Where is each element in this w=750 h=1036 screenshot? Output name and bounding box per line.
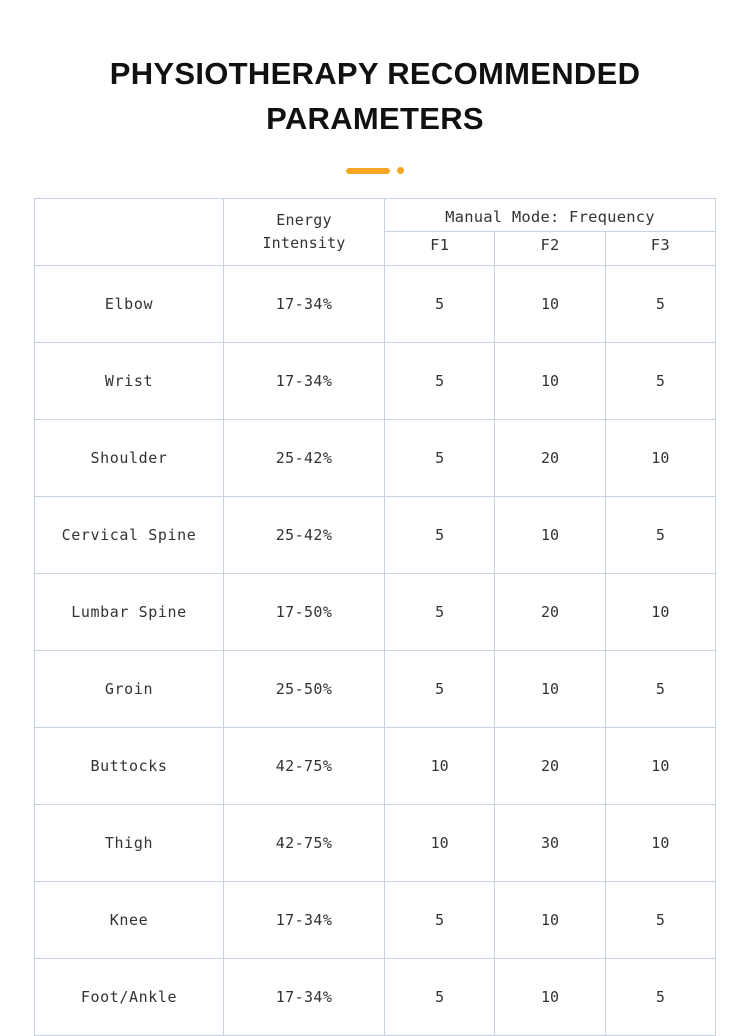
cell-energy: 17-34% bbox=[224, 266, 385, 343]
cell-region: Shoulder bbox=[35, 420, 224, 497]
cell-f1: 10 bbox=[385, 805, 495, 882]
cell-f1: 5 bbox=[385, 497, 495, 574]
divider-dot-icon bbox=[397, 167, 404, 174]
cell-f3: 5 bbox=[605, 959, 715, 1036]
column-header-energy-intensity bbox=[224, 198, 385, 266]
table-row bbox=[35, 266, 716, 343]
cell-f3: 5 bbox=[605, 497, 715, 574]
cell-f2: 30 bbox=[495, 805, 605, 882]
table-row bbox=[35, 343, 716, 420]
cell-region: Thigh bbox=[35, 805, 224, 882]
table-body bbox=[35, 266, 716, 1036]
cell-region: Knee bbox=[35, 882, 224, 959]
cell-region: Wrist bbox=[35, 343, 224, 420]
divider-bar-icon bbox=[346, 168, 390, 174]
energy-intensity-line-2: Intensity bbox=[262, 234, 346, 253]
energy-intensity-line-1: Energy bbox=[276, 210, 332, 229]
cell-energy: 25-42% bbox=[224, 497, 385, 574]
cell-energy: 25-42% bbox=[224, 420, 385, 497]
cell-f3: 10 bbox=[605, 728, 715, 805]
table-row bbox=[35, 574, 716, 651]
cell-f1: 5 bbox=[385, 343, 495, 420]
cell-f3: 10 bbox=[605, 805, 715, 882]
cell-f1: 5 bbox=[385, 882, 495, 959]
cell-energy: 17-34% bbox=[224, 882, 385, 959]
parameters-table bbox=[34, 198, 716, 1036]
table-header bbox=[35, 198, 716, 266]
cell-f1: 5 bbox=[385, 420, 495, 497]
cell-f2: 20 bbox=[495, 420, 605, 497]
cell-f1: 5 bbox=[385, 266, 495, 343]
cell-f1: 10 bbox=[385, 728, 495, 805]
title-divider bbox=[0, 164, 750, 178]
cell-region: Elbow bbox=[35, 266, 224, 343]
cell-f2: 20 bbox=[495, 574, 605, 651]
table-row bbox=[35, 805, 716, 882]
cell-energy: 17-50% bbox=[224, 574, 385, 651]
cell-f3: 10 bbox=[605, 420, 715, 497]
column-header-f3: F3 bbox=[605, 231, 715, 266]
cell-energy: 17-34% bbox=[224, 959, 385, 1036]
table-row bbox=[35, 651, 716, 728]
cell-f2: 10 bbox=[495, 497, 605, 574]
cell-f2: 10 bbox=[495, 959, 605, 1036]
table-row bbox=[35, 497, 716, 574]
column-header-manual-mode: Manual Mode: Frequency bbox=[385, 198, 716, 231]
cell-energy: 25-50% bbox=[224, 651, 385, 728]
cell-region: Cervical Spine bbox=[35, 497, 224, 574]
cell-f3: 5 bbox=[605, 651, 715, 728]
cell-f2: 10 bbox=[495, 343, 605, 420]
cell-f2: 10 bbox=[495, 651, 605, 728]
table-row bbox=[35, 882, 716, 959]
cell-energy: 42-75% bbox=[224, 728, 385, 805]
column-header-f1: F1 bbox=[385, 231, 495, 266]
cell-region: Foot/Ankle bbox=[35, 959, 224, 1036]
cell-f1: 5 bbox=[385, 651, 495, 728]
cell-f1: 5 bbox=[385, 574, 495, 651]
cell-f2: 20 bbox=[495, 728, 605, 805]
cell-region: Buttocks bbox=[35, 728, 224, 805]
cell-energy: 42-75% bbox=[224, 805, 385, 882]
cell-f2: 10 bbox=[495, 266, 605, 343]
cell-energy: 17-34% bbox=[224, 343, 385, 420]
parameters-table-container bbox=[34, 198, 716, 1036]
table-row bbox=[35, 728, 716, 805]
table-header-row-1 bbox=[35, 198, 716, 231]
cell-region: Lumbar Spine bbox=[35, 574, 224, 651]
cell-f3: 5 bbox=[605, 343, 715, 420]
page-title: PHYSIOTHERAPY RECOMMENDED PARAMETERS bbox=[109, 56, 641, 136]
cell-f1: 5 bbox=[385, 959, 495, 1036]
column-header-f2: F2 bbox=[495, 231, 605, 266]
table-row bbox=[35, 420, 716, 497]
cell-region: Groin bbox=[35, 651, 224, 728]
column-header-region bbox=[35, 198, 224, 266]
cell-f3: 5 bbox=[605, 882, 715, 959]
cell-f3: 10 bbox=[605, 574, 715, 651]
cell-f3: 5 bbox=[605, 266, 715, 343]
table-row bbox=[35, 959, 716, 1036]
cell-f2: 10 bbox=[495, 882, 605, 959]
